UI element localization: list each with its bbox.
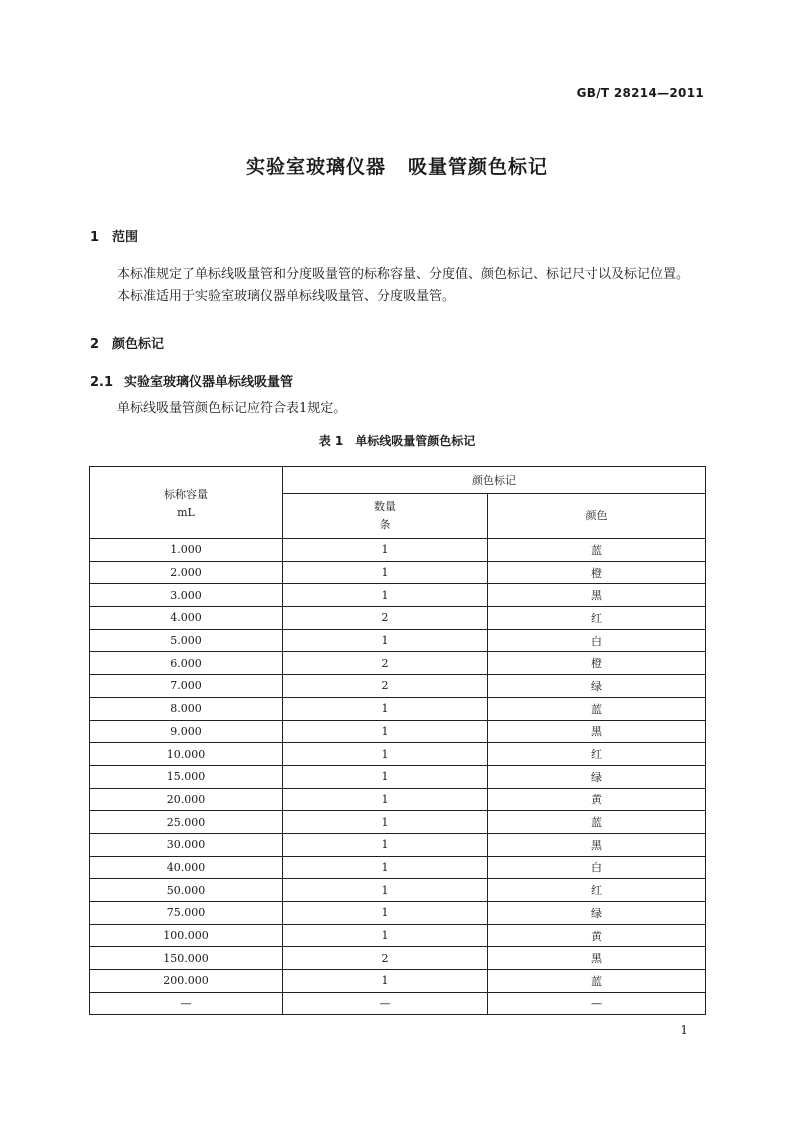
capacity-cell: 2.000 [90, 561, 283, 584]
color-cell: 橙 [488, 561, 706, 584]
color-cell: 绿 [488, 765, 706, 788]
title-part-2: 吸量管颜色标记 [408, 156, 549, 178]
capacity-cell: — [90, 992, 283, 1015]
color-cell: 红 [488, 879, 706, 902]
table-row [90, 539, 706, 562]
table-caption-number: 表 1 [318, 434, 344, 448]
capacity-cell: 30.000 [90, 833, 283, 856]
single-mark-paragraph: 单标线吸量管颜色标记应符合表1规定。 [117, 401, 347, 416]
table-row [90, 833, 706, 856]
count-cell: 1 [283, 970, 488, 993]
title-part-1: 实验室玻璃仪器 [245, 156, 386, 178]
scope-paragraph-1: 本标准规定了单标线吸量管和分度吸量管的标称容量、分度值、颜色标记、标记尺寸以及标记位置。 [117, 267, 690, 282]
capacity-cell: 20.000 [90, 788, 283, 811]
section-title: 实验室玻璃仪器单标线吸量管 [124, 375, 294, 390]
color-cell: 红 [488, 743, 706, 766]
count-cell: 1 [283, 902, 488, 925]
table-row [90, 607, 706, 630]
capacity-cell: 5.000 [90, 629, 283, 652]
capacity-cell: 100.000 [90, 924, 283, 947]
capacity-cell: 75.000 [90, 902, 283, 925]
capacity-cell: 50.000 [90, 879, 283, 902]
color-marking-table [89, 466, 706, 1015]
count-cell: 1 [283, 765, 488, 788]
capacity-cell: 7.000 [90, 675, 283, 698]
count-cell: 2 [283, 652, 488, 675]
table-row [90, 970, 706, 993]
section-number: 2.1 [90, 375, 114, 390]
count-cell: 1 [283, 584, 488, 607]
table-row [90, 879, 706, 902]
section-number: 1 [90, 230, 100, 245]
capacity-cell: 150.000 [90, 947, 283, 970]
count-cell: 2 [283, 947, 488, 970]
color-cell: 绿 [488, 675, 706, 698]
capacity-cell: 1.000 [90, 539, 283, 562]
header-count-unit: 条 [379, 518, 391, 531]
count-cell: 2 [283, 607, 488, 630]
table-row [90, 924, 706, 947]
table-row [90, 629, 706, 652]
count-cell: — [283, 992, 488, 1015]
header-capacity [90, 467, 283, 539]
color-cell: 蓝 [488, 697, 706, 720]
section-heading-scope [90, 226, 138, 245]
table-row [90, 856, 706, 879]
capacity-cell: 40.000 [90, 856, 283, 879]
color-cell: 蓝 [488, 539, 706, 562]
count-cell: 1 [283, 879, 488, 902]
table-body [90, 539, 706, 1015]
table-row [90, 652, 706, 675]
page-number: 1 [680, 1023, 688, 1037]
color-cell: 蓝 [488, 970, 706, 993]
header-count-label: 数量 [374, 500, 396, 513]
color-cell: 黄 [488, 788, 706, 811]
header-color: 颜色 [488, 494, 706, 539]
color-cell: 黄 [488, 924, 706, 947]
table-row [90, 584, 706, 607]
header-color-marking: 颜色标记 [283, 467, 706, 494]
section-title: 范围 [112, 230, 139, 245]
table-caption-title: 单标线吸量管颜色标记 [355, 434, 476, 448]
table-row [90, 765, 706, 788]
count-cell: 1 [283, 833, 488, 856]
document-title [0, 152, 794, 179]
subsection-heading-single-mark [90, 371, 293, 390]
table-caption [0, 432, 794, 449]
header-capacity-unit: mL [177, 506, 195, 519]
section-title: 颜色标记 [112, 337, 165, 352]
color-cell: 白 [488, 856, 706, 879]
count-cell: 1 [283, 856, 488, 879]
table-row [90, 743, 706, 766]
standard-code: GB/T 28214—2011 [576, 86, 704, 100]
capacity-cell: 10.000 [90, 743, 283, 766]
capacity-cell: 9.000 [90, 720, 283, 743]
count-cell: 1 [283, 629, 488, 652]
color-cell: 橙 [488, 652, 706, 675]
scope-paragraph-2: 本标准适用于实验室玻璃仪器单标线吸量管、分度吸量管。 [117, 289, 456, 304]
table-row [90, 788, 706, 811]
count-cell: 1 [283, 561, 488, 584]
table-row [90, 992, 706, 1015]
table-row [90, 947, 706, 970]
section-heading-color-marking [90, 333, 164, 352]
table-row [90, 811, 706, 834]
section-number: 2 [90, 337, 100, 352]
color-cell: 黑 [488, 584, 706, 607]
color-cell: 绿 [488, 902, 706, 925]
table-row [90, 697, 706, 720]
table-row [90, 561, 706, 584]
count-cell: 1 [283, 811, 488, 834]
count-cell: 1 [283, 924, 488, 947]
capacity-cell: 200.000 [90, 970, 283, 993]
count-cell: 2 [283, 675, 488, 698]
capacity-cell: 4.000 [90, 607, 283, 630]
color-cell: 红 [488, 607, 706, 630]
color-cell: — [488, 992, 706, 1015]
capacity-cell: 3.000 [90, 584, 283, 607]
capacity-cell: 15.000 [90, 765, 283, 788]
capacity-cell: 6.000 [90, 652, 283, 675]
capacity-cell: 25.000 [90, 811, 283, 834]
table-row [90, 675, 706, 698]
count-cell: 1 [283, 539, 488, 562]
color-cell: 黑 [488, 833, 706, 856]
count-cell: 1 [283, 720, 488, 743]
color-cell: 黑 [488, 947, 706, 970]
header-capacity-label: 标称容量 [164, 488, 208, 501]
color-cell: 蓝 [488, 811, 706, 834]
color-cell: 白 [488, 629, 706, 652]
count-cell: 1 [283, 697, 488, 720]
header-count [283, 494, 488, 539]
table-row [90, 720, 706, 743]
count-cell: 1 [283, 788, 488, 811]
capacity-cell: 8.000 [90, 697, 283, 720]
count-cell: 1 [283, 743, 488, 766]
color-cell: 黑 [488, 720, 706, 743]
table-row [90, 902, 706, 925]
